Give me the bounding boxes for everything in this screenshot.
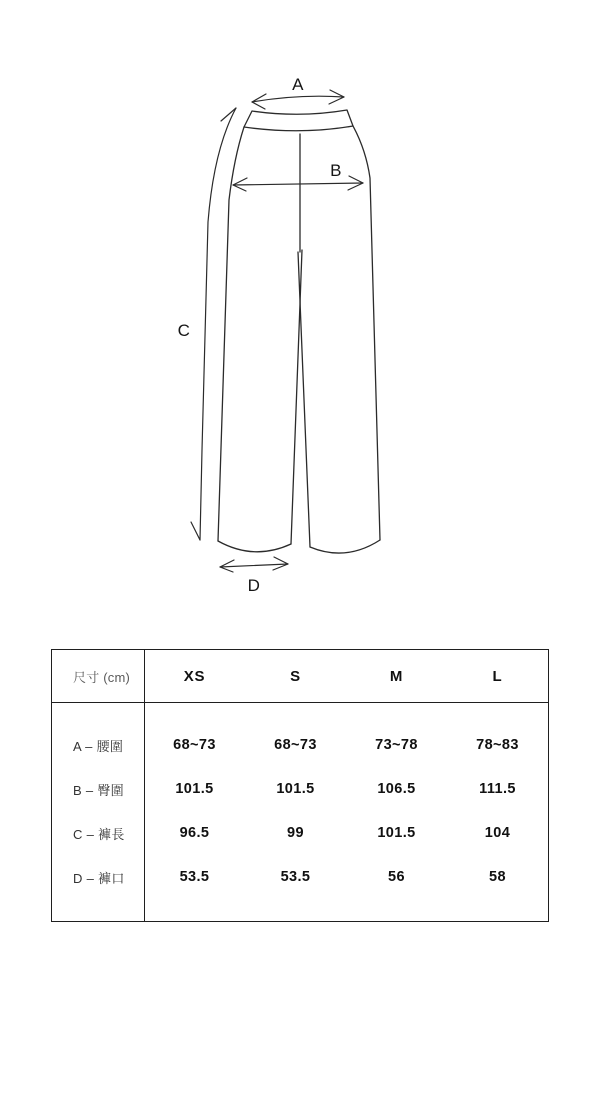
unit-header-cell: 尺寸 (cm) — [73, 669, 130, 685]
right-outseam — [353, 126, 380, 540]
table-body — [52, 702, 548, 921]
table-header-divider — [52, 702, 548, 703]
table-row-leg-opening — [52, 855, 548, 899]
row-label-hip: B – 臀圍 — [73, 782, 124, 798]
size-header-l: L — [492, 667, 503, 685]
measure-b-arrow — [233, 176, 363, 191]
waist-l: 78~83 — [476, 737, 519, 753]
length-xs: 96.5 — [179, 825, 210, 841]
row-label-leg-opening: D – 褲口 — [73, 870, 125, 886]
leg-opening-l: 58 — [489, 869, 506, 885]
label-c: C — [177, 321, 191, 340]
waist-xs: 68~73 — [173, 737, 216, 753]
table-row-length — [52, 811, 548, 855]
table-row-waist — [52, 723, 548, 767]
row-label-waist: A – 腰圍 — [73, 738, 124, 754]
label-b: B — [330, 161, 342, 180]
right-hem — [310, 540, 380, 553]
row-label-length: C – 褲長 — [73, 826, 125, 842]
size-header-xs: XS — [183, 667, 206, 685]
table-vertical-divider — [144, 650, 145, 921]
leg-opening-m: 56 — [388, 869, 405, 885]
left-hem — [218, 541, 291, 552]
pants-outline — [218, 110, 380, 553]
label-d: D — [247, 576, 261, 595]
table-row-hip — [52, 767, 548, 811]
size-header-s: S — [290, 667, 301, 685]
measure-c-arrow — [191, 108, 236, 540]
hip-s: 101.5 — [276, 781, 315, 797]
leg-opening-xs: 53.5 — [179, 869, 210, 885]
hip-m: 106.5 — [377, 781, 416, 797]
waist-m: 73~78 — [375, 737, 418, 753]
left-outseam — [218, 127, 244, 541]
size-header-m: M — [389, 667, 404, 685]
size-chart-table — [51, 649, 549, 922]
measure-d-arrow — [220, 557, 288, 572]
waist-s: 68~73 — [274, 737, 317, 753]
hip-xs: 101.5 — [175, 781, 214, 797]
right-inseam — [298, 252, 310, 547]
label-a: A — [292, 75, 304, 94]
table-header-row — [52, 650, 548, 702]
waistband — [244, 110, 353, 131]
hip-l: 111.5 — [479, 781, 516, 797]
leg-opening-s: 53.5 — [280, 869, 311, 885]
length-s: 99 — [287, 825, 304, 841]
length-m: 101.5 — [377, 825, 416, 841]
length-l: 104 — [484, 825, 511, 841]
